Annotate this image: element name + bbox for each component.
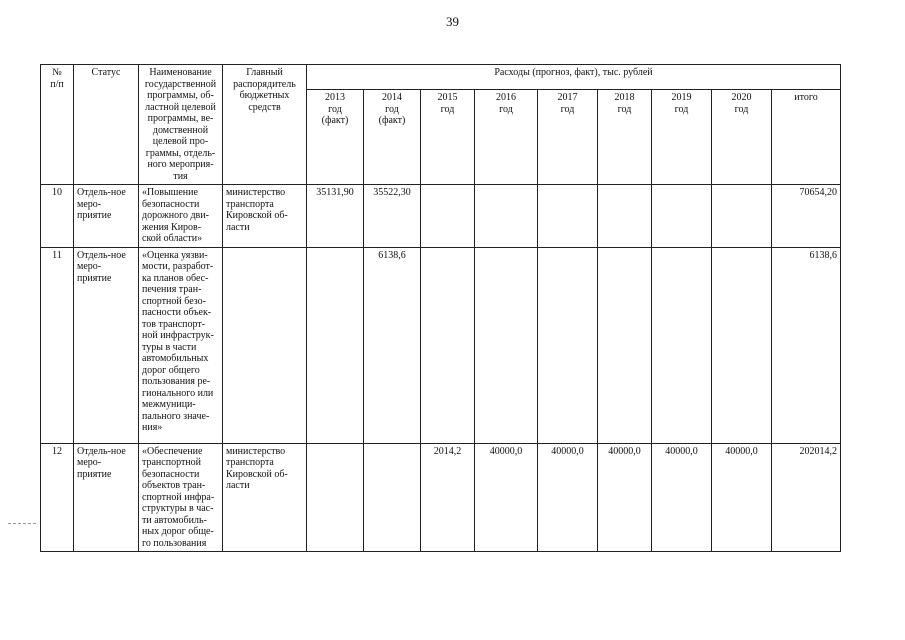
row-value-2015 <box>421 247 475 443</box>
row-status: Отдель-ное меро-приятие <box>74 185 139 248</box>
row-value-2020 <box>712 185 772 248</box>
page-number: 39 <box>446 14 459 29</box>
row-status: Отдель-ное меро-приятие <box>74 443 139 552</box>
header-row-1 <box>41 65 841 90</box>
header-year-2015: 2015 год <box>421 90 475 185</box>
row-value-2019: 40000,0 <box>652 443 712 552</box>
row-name: «Оценка уязви-мости, разработ-ка планов обес-печения тран-спортной безо-пасности объек-тов транспорт-ной инфраструк-туры в части автомобильных дорог общего пользования ре-гионального или межмуници-пального значе-ния» <box>139 247 223 443</box>
row-num: 10 <box>41 185 74 248</box>
row-value-2019 <box>652 247 712 443</box>
row-value-2017 <box>538 247 598 443</box>
row-name: «Обеспечение транспортной безопасности объектов тран-спортной инфра-структуры в час-ти автомобиль-ных дорог обще-го пользования <box>139 443 223 552</box>
header-year-2016: 2016 год <box>475 90 538 185</box>
row-name: «Повышение безопасности дорожного дви-жения Киров-ской области» <box>139 185 223 248</box>
header-num: № п/п <box>41 65 74 185</box>
row-value-2018 <box>598 247 652 443</box>
header-year-2013: 2013 год (факт) <box>307 90 364 185</box>
table-row <box>41 185 841 248</box>
row-value-2016: 40000,0 <box>475 443 538 552</box>
header-manager: Главный распорядитель бюджетных средств <box>223 65 307 185</box>
header-status: Статус <box>74 65 139 185</box>
row-value-2014: 35522,30 <box>364 185 421 248</box>
row-value-total: 70654,20 <box>772 185 841 248</box>
row-value-2015: 2014,2 <box>421 443 475 552</box>
row-value-2013: 35131,90 <box>307 185 364 248</box>
row-value-2017 <box>538 185 598 248</box>
row-manager: министерство транспорта Кировской об-ласти <box>223 443 307 552</box>
budget-table <box>40 64 841 552</box>
row-manager <box>223 247 307 443</box>
header-year-2018: 2018 год <box>598 90 652 185</box>
header-year-2020: 2020 год <box>712 90 772 185</box>
row-value-2020: 40000,0 <box>712 443 772 552</box>
row-value-2015 <box>421 185 475 248</box>
header-name: Наименование государственной программы, об-ластной целевой программы, ве-домственной целевой про-граммы, отдель-ного мероприя-тия <box>139 65 223 185</box>
row-value-2020 <box>712 247 772 443</box>
row-value-2018: 40000,0 <box>598 443 652 552</box>
header-total: итого <box>772 90 841 185</box>
row-value-2017: 40000,0 <box>538 443 598 552</box>
row-value-2019 <box>652 185 712 248</box>
row-value-total: 202014,2 <box>772 443 841 552</box>
row-value-2018 <box>598 185 652 248</box>
table-row <box>41 247 841 443</box>
row-manager: министерство транспорта Кировской об-ласти <box>223 185 307 248</box>
header-expenses: Расходы (прогноз, факт), тыс. рублей <box>307 65 841 90</box>
row-value-2016 <box>475 247 538 443</box>
header-year-2019: 2019 год <box>652 90 712 185</box>
row-num: 11 <box>41 247 74 443</box>
row-value-2016 <box>475 185 538 248</box>
row-num: 12 <box>41 443 74 552</box>
row-status: Отдель-ное меро-приятие <box>74 247 139 443</box>
header-year-2014: 2014 год (факт) <box>364 90 421 185</box>
header-year-2017: 2017 год <box>538 90 598 185</box>
table-row <box>41 443 841 552</box>
row-value-2013 <box>307 247 364 443</box>
row-value-total: 6138,6 <box>772 247 841 443</box>
row-value-2013 <box>307 443 364 552</box>
scan-artifact-dash <box>8 523 36 524</box>
row-value-2014 <box>364 443 421 552</box>
row-value-2014: 6138,6 <box>364 247 421 443</box>
